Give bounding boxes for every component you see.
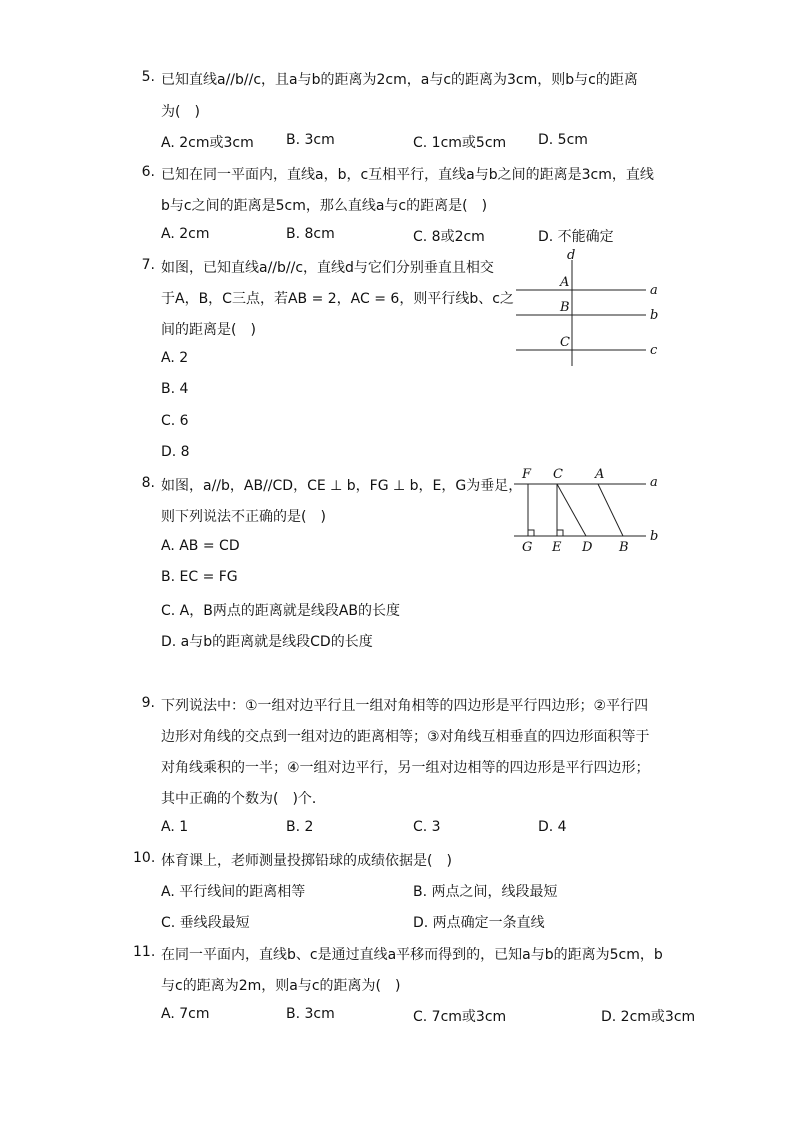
label-F: F	[522, 467, 532, 482]
option-c: C. 3	[413, 819, 441, 835]
option-c: C. 1cm或5cm	[413, 135, 507, 151]
question-text-line: 则下列说法不正确的是( )	[161, 509, 326, 525]
label-b: b	[650, 308, 659, 323]
question-text-line: 如图，a//b，AB//CD，CE ⊥ b，FG ⊥ b，E，G为垂足，	[161, 478, 523, 494]
label-B: B	[560, 300, 570, 315]
option-a: A. 2	[161, 350, 189, 366]
option-c: C. 7cm或3cm	[413, 1009, 507, 1025]
option-b: B. 8cm	[286, 226, 335, 242]
option-c: C. 6	[161, 413, 189, 429]
figure-parallelogram	[510, 463, 670, 555]
question-text-line: 在同一平面内，直线b、c是通过直线a平移而得到的，已知a与b的距离为5cm，b	[161, 947, 663, 963]
question-text-line: 与c的距离为2m，则a与c的距离为( )	[161, 978, 401, 994]
option-c: C. 8或2cm	[413, 229, 485, 245]
option-d: D. 不能确定	[538, 229, 614, 245]
question-text-line: 已知在同一平面内，直线a，b，c互相平行，直线a与b之间的距离是3cm，直线	[161, 167, 654, 183]
question-text-line: 对角线乘积的一半；④一组对边平行，另一组对边相等的四边形是平行四边形；	[161, 760, 650, 776]
label-A: A	[560, 275, 570, 290]
option-a: A. 1	[161, 819, 189, 835]
option-b: B. 2	[286, 819, 314, 835]
option-a: A. 2cm	[161, 226, 210, 242]
label-C: C	[560, 335, 570, 350]
question-number: 5.	[141, 69, 155, 85]
option-b: B. 3cm	[286, 132, 335, 148]
option-d: D. 8	[161, 444, 190, 460]
option-a: A. 7cm	[161, 1006, 210, 1022]
label-c: c	[650, 343, 658, 358]
option-c: C. 垂线段最短	[161, 915, 250, 931]
label-a: a	[650, 283, 658, 298]
label-A: A	[595, 467, 605, 482]
question-number: 9.	[141, 695, 155, 711]
question-number: 10.	[133, 850, 156, 866]
question-text-line: 如图，已知直线a//b//c，直线d与它们分别垂直且相交	[161, 260, 494, 276]
question-text-line: 间的距离是( )	[161, 322, 256, 338]
option-b: B. EC = FG	[161, 569, 238, 585]
question-number: 6.	[141, 164, 155, 180]
option-b: B. 4	[161, 381, 189, 397]
option-d: D. 2cm或3cm	[601, 1009, 696, 1025]
option-b: B. 3cm	[286, 1006, 335, 1022]
label-C: C	[553, 467, 563, 482]
option-d: D. 5cm	[538, 132, 588, 148]
option-c: C. A，B两点的距离就是线段AB的长度	[161, 603, 401, 619]
question-number: 7.	[141, 257, 155, 273]
question-text-line: 于A，B，C三点，若AB = 2，AC = 6，则平行线b、c之	[161, 291, 514, 307]
option-b: B. 两点之间，线段最短	[413, 884, 558, 900]
right-angle-E	[557, 530, 563, 536]
option-a: A. AB = CD	[161, 538, 240, 554]
question-text-line: 其中正确的个数为( )个．	[161, 791, 326, 807]
label-a: a	[650, 475, 658, 490]
option-a: A. 平行线间的距离相等	[161, 884, 306, 900]
question-text-line: 下列说法中：①一组对边平行且一组对角相等的四边形是平行四边形；②平行四	[161, 698, 649, 714]
label-d: d	[567, 248, 576, 263]
question-text-line: 体育课上，老师测量投掷铅球的成绩依据是( )	[161, 853, 452, 869]
question-text-line: 为( )	[161, 104, 200, 120]
question-text-line: 已知直线a//b//c，且a与b的距离为2cm，a与c的距离为3cm，则b与c的距离	[161, 72, 638, 88]
question-number: 11.	[133, 944, 156, 960]
option-d: D. 两点确定一条直线	[413, 915, 545, 931]
question-number: 8.	[141, 475, 155, 491]
right-angle-G	[528, 530, 534, 536]
segment-AB	[598, 484, 623, 536]
label-B: B	[619, 540, 629, 555]
option-d: D. 4	[538, 819, 567, 835]
label-D: D	[582, 540, 593, 555]
question-text-line: b与c之间的距离是5cm，那么直线a与c的距离是( )	[161, 198, 488, 214]
question-text-line: 边形对角线的交点到一组对边的距离相等；③对角线互相垂直的四边形面积等于	[161, 729, 650, 745]
label-G: G	[522, 540, 533, 555]
option-a: A. 2cm或3cm	[161, 135, 254, 151]
option-d: D. a与b的距离就是线段CD的长度	[161, 634, 373, 650]
segment-CD	[557, 484, 586, 536]
label-b: b	[650, 529, 659, 544]
figure-parallel-lines	[510, 248, 670, 372]
label-E: E	[552, 540, 562, 555]
